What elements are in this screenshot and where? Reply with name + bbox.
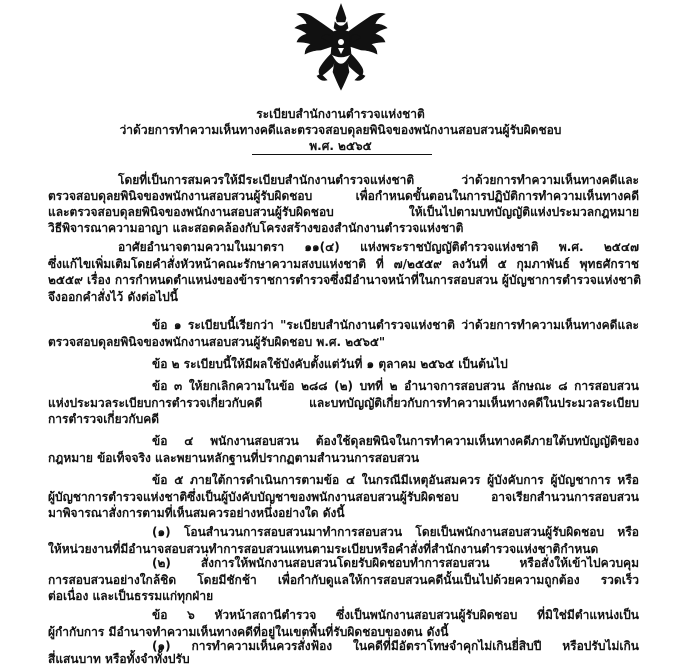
clause-6-1-line: สี่แสนบาท หรือทั้งจำทั้งปรับ [48,652,190,666]
clause-3-line: แห่งประมวลระเบียบการตำรวจเกี่ยวกับคดี และบทบัญญัติเกี่ยวกับการทำความเห็นทางคดีในประมวลระเบียบ [48,396,639,410]
clause-5-line: ผู้บัญชาการตำรวจแห่งชาติซึ่งเป็นผู้บังคับบัญชาของพนักงานสอบสวนผู้รับผิดชอบ อาจเรียกสำนวนการสอบสวน [48,490,639,504]
clause-3-line: ข้อ ๓ ให้ยกเลิกความในข้อ ๒๘๘ (๒) บทที่ ๒ อำนาจการสอบสวน ลักษณะ ๘ การสอบสวน [152,379,639,393]
clause-4-line: ข้อ ๔ พนักงานสอบสวน ต้องใช้ดุลยพินิจในการทำความเห็นทางคดีภายใต้บทบัญญัติของ [152,434,639,448]
garuda-emblem-icon [291,2,391,94]
clause-1-line: ตรวจสอบดุลยพินิจของพนักงานสอบสวนผู้รับผิดชอบ พ.ศ. ๒๕๖๕" [48,335,386,349]
header-divider [252,154,432,155]
clause-5-line: มาพิจารณาสั่งการตามที่เห็นสมควรอย่างหนึ่งอย่างใด ดังนี้ [48,506,345,520]
clause-5-2-line: (๒) สั่งการให้พนักงานสอบสวนโดยรับผิดชอบทำการสอบสวน หรือสั่งให้เข้าไปควบคุม [152,556,639,570]
preamble-line: วิธีพิจารณาความอาญา และสอดคล้องกับโครงสร้างของสำนักงานตำรวจแห่งชาติ [48,221,464,235]
preamble-line: และตรวจสอบดุลยพินิจของพนักงานสอบสวนผู้รับผิดชอบ ให้เป็นไปตามบทบัญญัติแห่งประมวลกฎหมาย [48,205,639,219]
document-subtitle: ว่าด้วยการทำความเห็นทางคดีและตรวจสอบดุลยพินิจของพนักงานสอบสวนผู้รับผิดชอบ [119,123,562,137]
clause-3-line: การตำรวจเกี่ยวกับคดี [48,412,160,426]
preamble-line: โดยที่เป็นการสมควรให้มีระเบียบสำนักงานตำรวจแห่งชาติ ว่าด้วยการทำความเห็นทางคดีและ [118,173,639,187]
authority-line: ๒๕๕๙ เรื่อง การกำหนดตำแหน่งของข้าราชการตำรวจซึ่งมีอำนาจหน้าที่ในการสอบสวน ผู้บัญชาการตำรวจแห่งชาติ [48,273,641,287]
clause-5-1-line: (๑) โอนสำนวนการสอบสวนมาทำการสอบสวน โดยเป็นพนักงานสอบสวนผู้รับผิดชอบ หรือ [152,525,639,539]
clause-6-1-line: (๑) การทำความเห็นควรสั่งฟ้อง ในคดีที่มีอัตราโทษจำคุกไม่เกินยี่สิบปี หรือปรับไม่เกิน [152,639,639,653]
clause-5-2-line: ต่อเนื่อง และเป็นธรรมแก่ทุกฝ่าย [48,589,214,603]
clause-5-1-line: ให้หน่วยงานที่มีอำนาจสอบสวนทำการสอบสวนแทนตามระเบียบหรือคำสั่งที่สำนักงานตำรวจแห่งชาติกำหนด [48,542,599,556]
authority-line: ซึ่งแก้ไขเพิ่มเติมโดยคำสั่งหัวหน้าคณะรักษาความสงบแห่งชาติ ที่ ๗/๒๕๕๙ ลงวันที่ ๕ กุมภาพันธ์ พุทธศักราช [48,257,639,271]
clause-5-2-line: การสอบสวนอย่างใกล้ชิด โดยมีชักช้า เพื่อกำกับดูแลให้การสอบสวนคดีนั้นเป็นไปด้วยความถูกต้อง รวดเร็ว [48,573,639,587]
authority-line: จึงออกคำสั่งไว้ ดังต่อไปนี้ [48,290,178,304]
document-year: พ.ศ. ๒๕๖๕ [309,139,372,153]
clause-1-line: ข้อ ๑ ระเบียบนี้เรียกว่า "ระเบียบสำนักงานตำรวจแห่งชาติ ว่าด้วยการทำความเห็นทางคดีและ [152,318,639,332]
clause-5-line: ข้อ ๕ ภายใต้การดำเนินการตามข้อ ๔ ในกรณีมีเหตุอันสมควร ผู้บังคับการ ผู้บัญชาการ หรือ [152,473,639,487]
clause-6-line: ข้อ ๖ หัวหน้าสถานีตำรวจ ซึ่งเป็นพนักงานสอบสวนผู้รับผิดชอบ ที่มิใช่มีตำแหน่งเป็น [152,608,639,622]
clause-2-line: ข้อ ๒ ระเบียบนี้ให้มีผลใช้บังคับตั้งแต่วันที่ ๑ ตุลาคม ๒๕๖๕ เป็นต้นไป [152,357,508,371]
preamble-line: ตรวจสอบดุลยพินิจของพนักงานสอบสวนผู้รับผิดชอบ เพื่อกำหนดขั้นตอนในการปฏิบัติการทำความเห็นทางคดี [48,189,639,203]
clause-4-line: กฎหมาย ข้อเท็จจริง และพยานหลักฐานที่ปรากฏตามสำนวนการสอบสวน [48,451,420,465]
document-title: ระเบียบสำนักงานตำรวจแห่งชาติ [256,107,425,121]
clause-6-line: ผู้กำกับการ มีอำนาจทำความเห็นทางคดีที่อยู่ในเขตพื้นที่รับผิดชอบของตน ดังนี้ [48,625,449,639]
authority-line: อาศัยอำนาจตามความในมาตรา ๑๑(๔) แห่งพระราชบัญญัติตำรวจแห่งชาติ พ.ศ. ๒๕๔๗ [118,240,639,254]
